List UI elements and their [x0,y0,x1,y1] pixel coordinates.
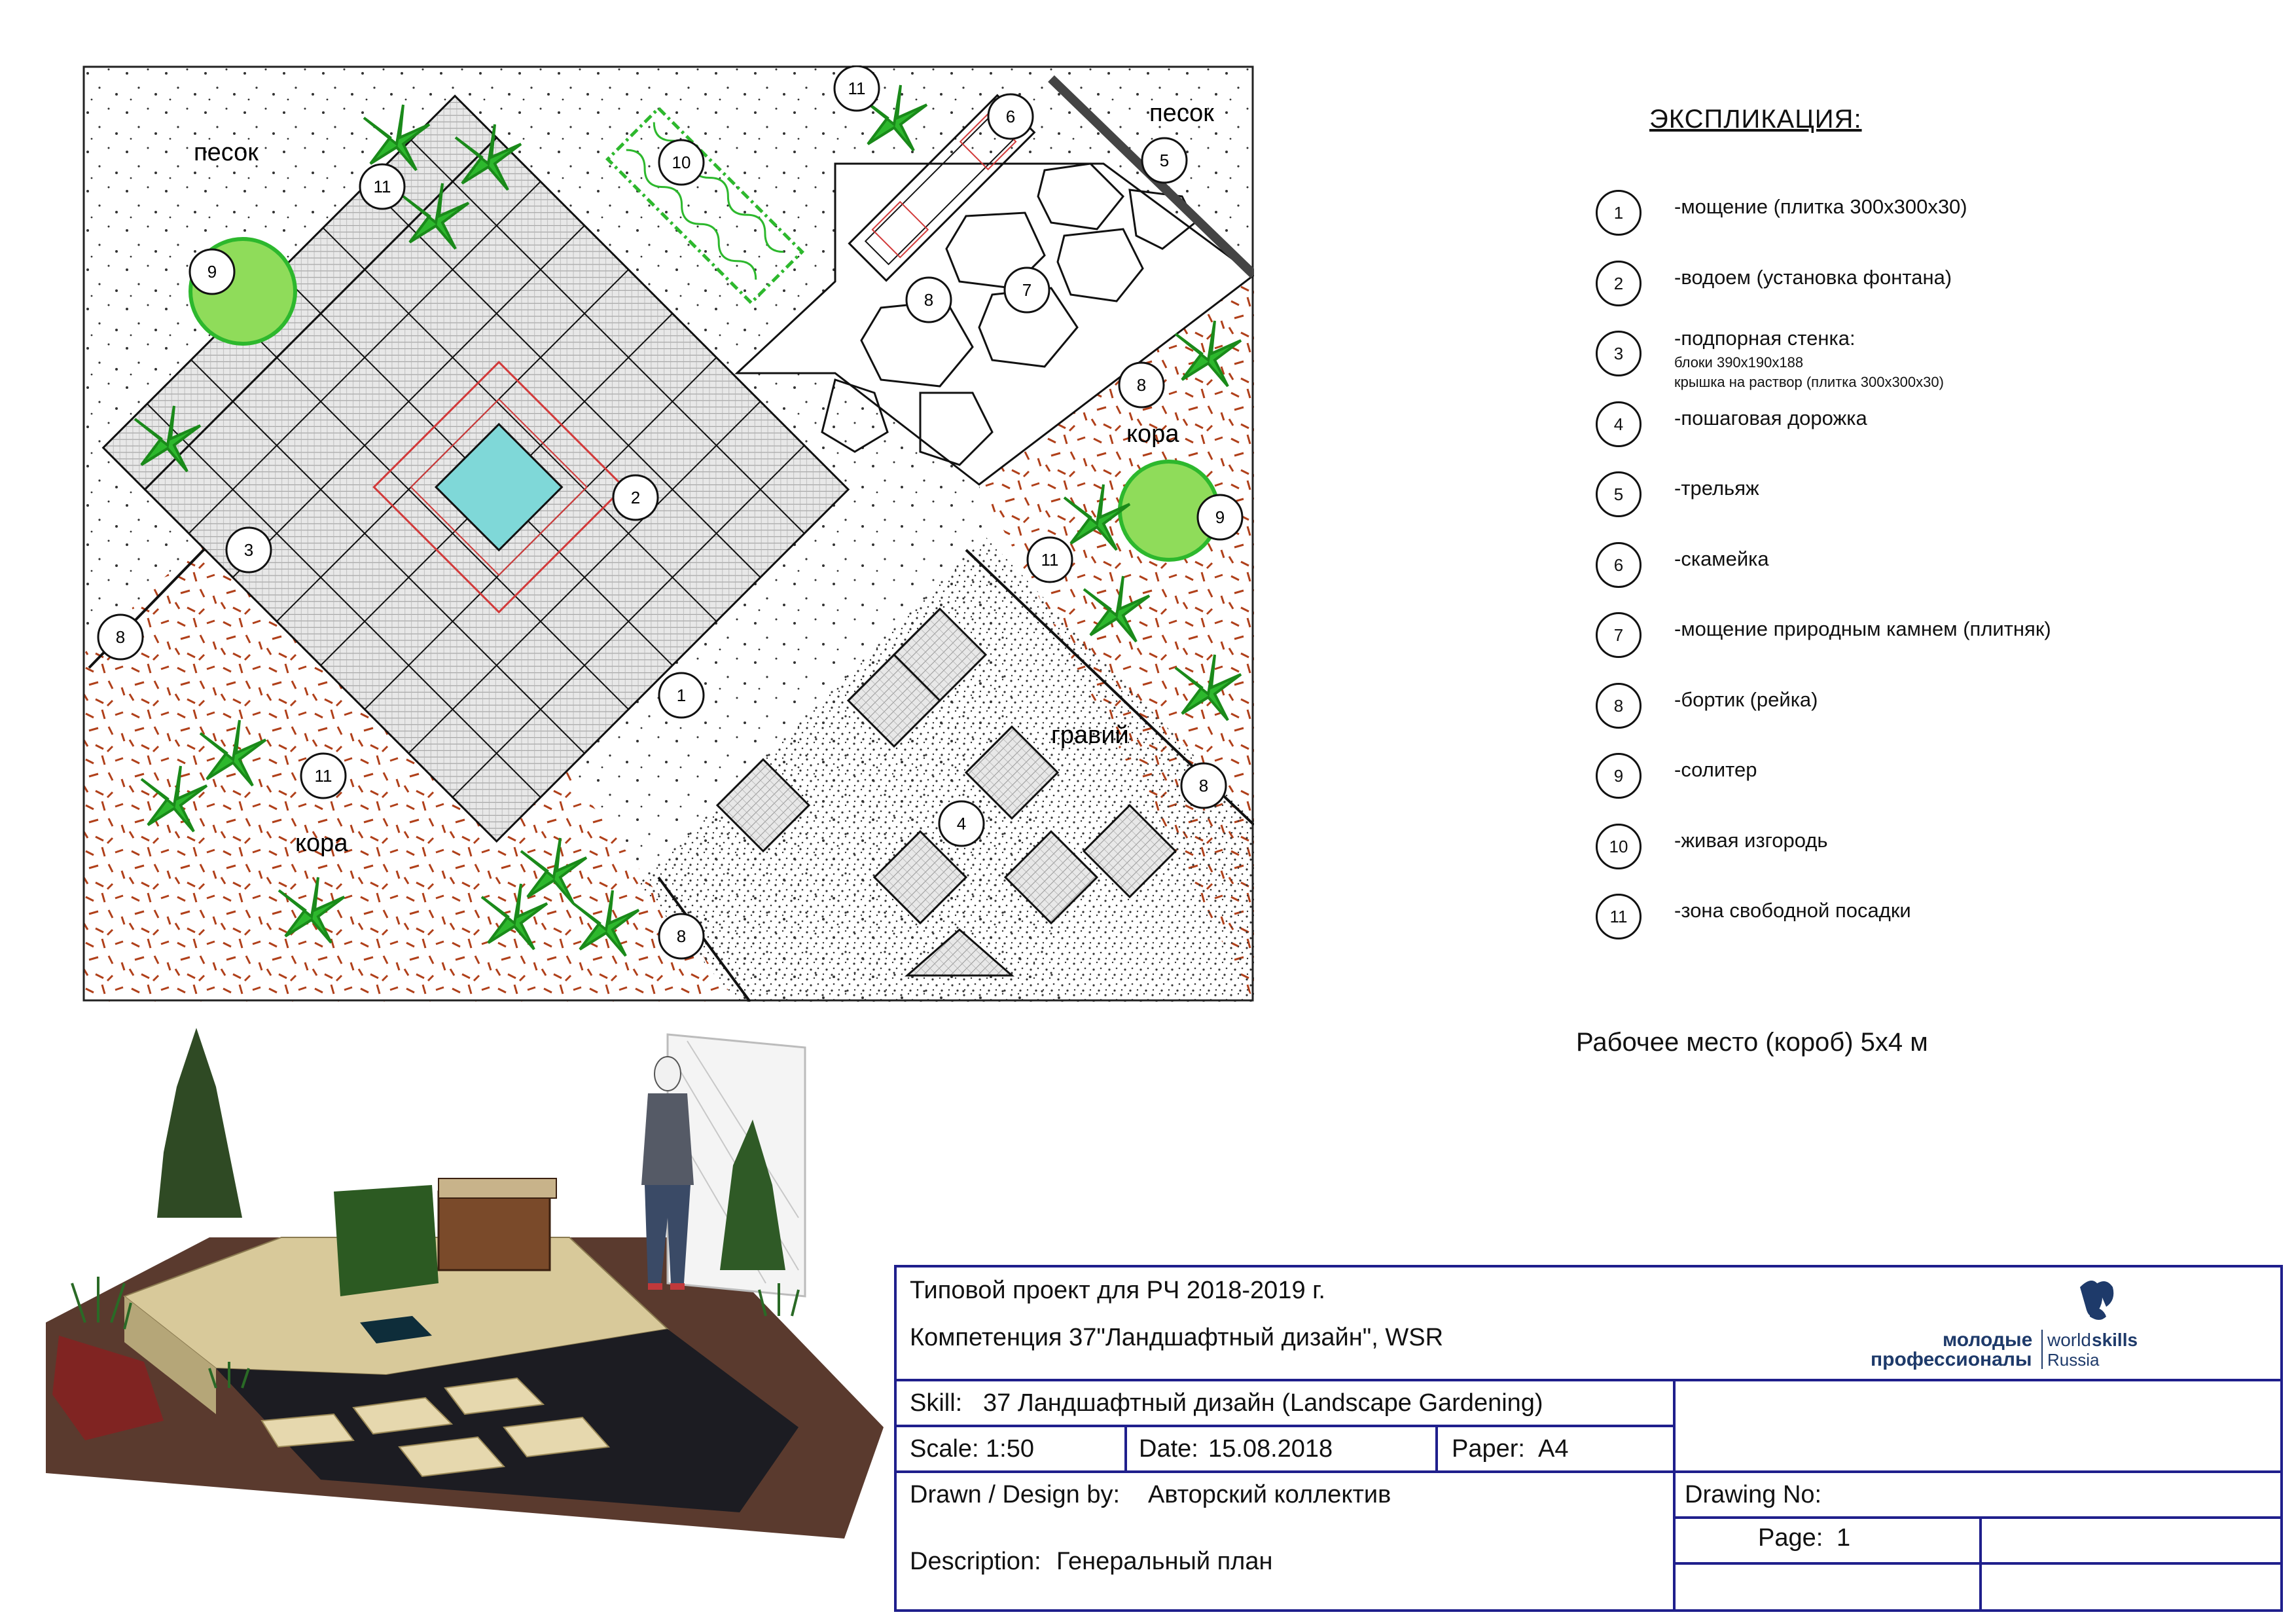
skill-label: Skill: [910,1389,963,1417]
marker-7 [1005,268,1049,312]
description-value: Генеральный план [1056,1548,1273,1575]
marker-1 [659,673,704,718]
date-label: Date: [1139,1435,1198,1463]
legend-item: 6 -скамейка [1596,542,2250,594]
workplace-note: Рабочее место (короб) 5х4 м [1576,1028,1928,1057]
marker-11 [1028,538,1072,582]
legend-item: 3 -подпорная стенка: блоки 390х190х188 крышка на раствор (плитка 300х300х30) [1596,331,2250,383]
svg-text:7: 7 [1022,280,1032,300]
perspective-render [46,1021,890,1545]
marker-4 [939,801,984,846]
svg-text:11: 11 [848,79,866,98]
legend-title: ЭКСПЛИКАЦИЯ: [1649,105,1862,134]
marker-8 [98,615,143,659]
marker-5 [1142,138,1187,183]
worldskills-logo [1864,1267,2145,1380]
marker-11 [834,66,879,111]
marker-9 [1198,495,1242,539]
marker-2 [613,475,658,520]
marker-11 [360,164,404,209]
site-plan [82,65,1254,1002]
paper-value: A4 [1538,1435,1569,1463]
date-value: 15.08.2018 [1208,1435,1333,1463]
marker-8 [659,914,704,958]
svg-text:молодые: молодые [1943,1329,2033,1351]
legend-item: 9 -солитер [1596,753,2250,805]
project-title: Типовой проект для РЧ 2018-2019 г. [910,1277,1325,1304]
legend-item: 11 -зона свободной посадки [1596,894,2250,946]
svg-text:skills: skills [2092,1330,2138,1350]
svg-text:9: 9 [207,262,217,282]
svg-text:3: 3 [243,540,254,560]
svg-text:11: 11 [314,766,332,786]
label-gravel: гравий [1051,721,1129,749]
paper-label: Paper: [1452,1435,1525,1463]
label-bark: кора [295,830,348,857]
page-value: 1 [1837,1524,1851,1552]
description-label: Description: [910,1548,1041,1575]
scale-value: 1:50 [986,1435,1034,1463]
legend-item: 7 -мощение природным камнем (плитняк) [1596,612,2250,665]
legend-item: 10 -живая изгородь [1596,824,2250,876]
skill-value: 37 Ландшафтный дизайн (Landscape Gardening) [983,1389,1543,1417]
svg-text:2: 2 [630,488,641,507]
legend-item: 5 -трельяж [1596,471,2250,524]
title-block [894,1265,2283,1612]
marker-9 [190,249,234,294]
marker-6 [988,94,1033,139]
svg-text:10: 10 [672,153,691,172]
competence-title: Компетенция 37"Ландшафтный дизайн", WSR [910,1324,1444,1351]
label-bark: кора [1126,420,1179,448]
svg-text:world: world [2047,1330,2091,1350]
marker-8 [906,278,951,322]
label-sand: песок [194,139,259,166]
page-label: Page: [1758,1524,1823,1552]
drawn-label: Drawn / Design by: [910,1481,1121,1508]
marker-10 [659,140,704,185]
legend-item: 4 -пошаговая дорожка [1596,401,2250,454]
svg-text:11: 11 [373,177,391,196]
legend-item: 2 -водоем (установка фонтана) [1596,261,2250,313]
label-sand: песок [1149,100,1214,127]
svg-text:8: 8 [1198,776,1209,795]
marker-8 [1119,363,1164,407]
drawing-no-label: Drawing No: [1685,1481,1822,1508]
svg-text:4: 4 [956,814,967,833]
svg-text:профессионалы: профессионалы [1871,1349,2032,1370]
scale-label: Scale: [910,1435,979,1463]
marker-8 [1181,763,1226,808]
marker-3 [226,528,271,572]
svg-text:9: 9 [1215,507,1225,527]
svg-text:5: 5 [1159,151,1170,170]
svg-text:8: 8 [115,627,126,647]
svg-text:8: 8 [924,290,934,310]
svg-text:Russia: Russia [2047,1350,2100,1370]
svg-text:11: 11 [1041,550,1059,570]
drawn-value: Авторский коллектив [1148,1481,1391,1508]
svg-text:8: 8 [676,926,687,946]
svg-text:8: 8 [1136,375,1147,395]
marker-11 [301,754,346,798]
legend-item: 8 -бортик (рейка) [1596,683,2250,735]
legend-item: 1 -мощение (плитка 300х300х30) [1596,190,2250,242]
svg-text:6: 6 [1005,107,1016,126]
svg-text:1: 1 [676,685,687,705]
